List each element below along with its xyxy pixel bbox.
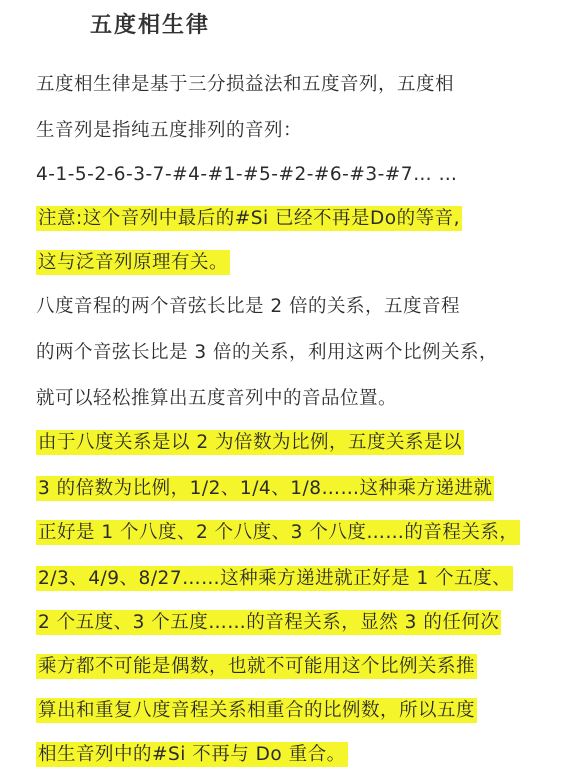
highlighted-line: 乘方都不可能是偶数，也就不可能用这个比例关系推 bbox=[38, 656, 476, 677]
highlighted-line: 注意:这个音列中最后的#Si 已经不再是Do的等音, bbox=[38, 208, 460, 229]
text-line: 就可以轻松推算出五度音列中的音品位置。 bbox=[36, 388, 398, 409]
highlighted-line: 2 个五度、3 个五度……的音程关系，显然 3 的任何次 bbox=[38, 612, 500, 633]
highlighted-line: 由于八度关系是以 2 为倍数为比例，五度关系是以 bbox=[38, 432, 463, 453]
highlighted-line: 3 的倍数为比例，1/2、1/4、1/8……这种乘方递进就 bbox=[38, 478, 493, 499]
text-line: 生音列是指纯五度排列的音列： bbox=[36, 120, 303, 141]
text-line: 4-1-5-2-6-3-7-#4-#1-#5-#2-#6-#3-#7… … bbox=[36, 164, 458, 185]
highlighted-line: 算出和重复八度音程关系相重合的比例数，所以五度 bbox=[38, 700, 476, 721]
text-line: 五度相生律是基于三分损益法和五度音列，五度相 bbox=[36, 74, 455, 95]
highlighted-line: 正好是 1 个八度、2 个八度、3 个八度……的音程关系， bbox=[38, 522, 519, 543]
highlighted-line: 2/3、4/9、8/27……这种乘方递进就正好是 1 个五度、 bbox=[38, 568, 512, 589]
highlighted-line: 相生音列中的#Si 不再与 Do 重合。 bbox=[38, 744, 346, 765]
document-title: 五度相生律 bbox=[90, 13, 211, 38]
text-line: 八度音程的两个音弦长比是 2 倍的关系，五度音程 bbox=[36, 296, 461, 317]
highlighted-line: 这与泛音列原理有关。 bbox=[38, 252, 229, 273]
text-line: 的两个音弦长比是 3 倍的关系，利用这两个比例关系， bbox=[36, 342, 499, 363]
